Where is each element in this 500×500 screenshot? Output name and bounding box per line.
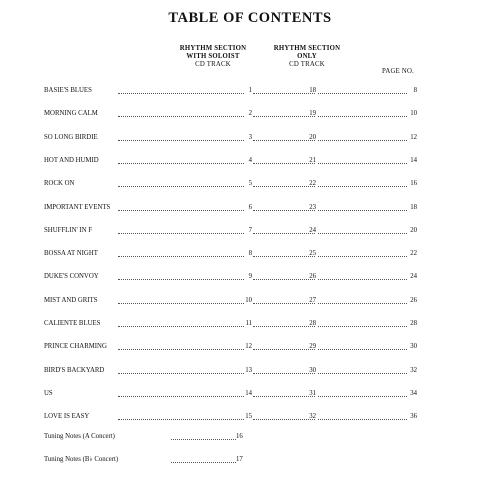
page-number: 16	[410, 180, 417, 188]
soloist-track-number: 3	[248, 133, 252, 141]
toc-entry-row	[0, 178, 500, 190]
page-number: 28	[410, 320, 417, 327]
toc-entry-title: MIST AND GRITS	[44, 296, 98, 304]
dot-leader	[118, 163, 244, 164]
dot-leader	[318, 186, 407, 187]
toc-entry-row	[0, 365, 500, 377]
toc-entry-title: LOVE IS EASY	[44, 413, 90, 421]
rhythm-track-number: 28	[309, 320, 316, 327]
dot-leader	[118, 349, 244, 350]
soloist-track-number: 1	[248, 87, 252, 94]
rhythm-track-number: 25	[309, 250, 316, 258]
dot-leader	[171, 462, 236, 463]
toc-entry-row	[0, 411, 500, 423]
toc-entry-title: BOSSA AT NIGHT	[44, 250, 98, 258]
column-header-rhythm-track	[262, 45, 352, 69]
soloist-track-number: 13	[245, 366, 252, 374]
dot-leader	[318, 233, 407, 234]
toc-entry-row	[0, 295, 500, 307]
dot-leader	[118, 233, 244, 234]
toc-entry-row	[0, 108, 500, 120]
dot-leader	[318, 93, 407, 94]
dot-leader	[318, 396, 407, 397]
toc-entry-row	[0, 132, 500, 144]
dot-leader	[118, 210, 244, 211]
dot-leader	[118, 186, 244, 187]
column-header-soloist-line1: RHYTHM SECTION	[179, 45, 247, 52]
column-header-soloist-track	[163, 45, 263, 69]
page-number: 26	[410, 296, 417, 304]
page-number: 12	[410, 133, 417, 141]
dot-leader	[318, 256, 407, 257]
toc-entry-title: IMPORTANT EVENTS	[44, 203, 111, 211]
soloist-track-number: 5	[248, 180, 252, 188]
page-number: 22	[410, 250, 417, 258]
soloist-track-number: 15	[245, 413, 252, 421]
page-number: 30	[410, 343, 417, 351]
rhythm-track-number: 22	[309, 180, 316, 188]
page-number: 24	[410, 273, 417, 281]
toc-entry-row	[0, 271, 500, 283]
soloist-track-number: 8	[248, 250, 252, 258]
toc-entry-row	[0, 225, 500, 237]
rhythm-track-number: 26	[309, 273, 316, 281]
soloist-track-number: 6	[248, 203, 252, 211]
rhythm-track-number: 27	[309, 296, 316, 304]
page-number: 36	[410, 413, 417, 421]
toc-entry-title: SO LONG BIRDIE	[44, 133, 98, 141]
dot-leader	[318, 326, 407, 327]
dot-leader	[118, 396, 244, 397]
rhythm-track-number: 31	[309, 389, 316, 397]
dot-leader	[318, 279, 407, 280]
page-number: 20	[410, 226, 417, 234]
toc-entry-row	[0, 248, 500, 260]
tuning-note-track-number: 16	[236, 433, 243, 440]
dot-leader	[118, 303, 244, 304]
toc-entry-title: HOT AND HUMID	[44, 156, 99, 164]
rhythm-track-number: 19	[309, 110, 316, 118]
page-number: 14	[410, 156, 417, 164]
dot-leader	[118, 93, 244, 94]
tuning-note-track-number: 17	[236, 456, 243, 463]
dot-leader	[171, 439, 236, 440]
tuning-note-row	[0, 431, 500, 443]
dot-leader	[118, 373, 244, 374]
toc-entry-title: CALIENTE BLUES	[44, 320, 101, 327]
toc-entry-title: PRINCE CHARMING	[44, 343, 107, 351]
tuning-note-title: Tuning Notes (A Concert)	[44, 433, 115, 440]
toc-entry-title: US	[44, 389, 53, 397]
dot-leader	[318, 373, 407, 374]
soloist-track-number: 12	[245, 343, 252, 351]
dot-leader	[318, 349, 407, 350]
dot-leader	[318, 163, 407, 164]
toc-entry-title: BIRD'S BACKYARD	[44, 366, 105, 374]
dot-leader	[118, 140, 244, 141]
dot-leader	[118, 116, 244, 117]
dot-leader	[318, 303, 407, 304]
tuning-note-title: Tuning Notes (B♭ Concert)	[44, 456, 119, 463]
dot-leader	[118, 256, 244, 257]
toc-entry-row	[0, 318, 500, 330]
page-number: 18	[410, 203, 417, 211]
page-number: 32	[410, 366, 417, 374]
rhythm-track-number: 21	[309, 156, 316, 164]
rhythm-track-number: 29	[309, 343, 316, 351]
toc-entry-title: DUKE'S CONVOY	[44, 273, 99, 281]
toc-entry-title: SHUFFLIN' IN F	[44, 226, 93, 234]
dot-leader	[318, 140, 407, 141]
dot-leader	[118, 279, 244, 280]
column-header-rhythm-line1: RHYTHM SECTION	[273, 45, 341, 52]
rhythm-track-number: 30	[309, 366, 316, 374]
page-title: TABLE OF CONTENTS	[168, 10, 332, 26]
soloist-track-number: 2	[248, 110, 252, 118]
toc-entry-row	[0, 202, 500, 214]
column-header-soloist-line3: CD TRACK	[195, 61, 231, 68]
column-header-soloist-line2: WITH SOLOIST	[186, 53, 240, 60]
soloist-track-number: 9	[248, 273, 252, 281]
toc-entry-row	[0, 388, 500, 400]
toc-entry-row	[0, 85, 500, 97]
toc-entry-title: BASIE'S BLUES	[44, 87, 92, 94]
dot-leader	[118, 326, 244, 327]
dot-leader	[118, 419, 244, 420]
toc-entry-row	[0, 341, 500, 353]
soloist-track-number: 14	[245, 389, 252, 397]
rhythm-track-number: 23	[309, 203, 316, 211]
dot-leader	[318, 419, 407, 420]
toc-entry-title: ROCK ON	[44, 180, 75, 188]
toc-entry-row	[0, 155, 500, 167]
column-header-page-no: PAGE NO.	[382, 68, 414, 75]
dot-leader	[318, 210, 407, 211]
dot-leader	[318, 116, 407, 117]
column-header-rhythm-line2: ONLY	[297, 53, 317, 60]
toc-entry-title: MORNING CALM	[44, 110, 98, 118]
rhythm-track-number: 32	[309, 413, 316, 421]
rhythm-track-number: 24	[309, 226, 316, 234]
rhythm-track-number: 18	[309, 87, 316, 94]
soloist-track-number: 11	[245, 320, 252, 327]
page-number: 10	[410, 110, 417, 118]
soloist-track-number: 4	[248, 156, 252, 164]
tuning-note-row	[0, 454, 500, 466]
page-number: 8	[413, 87, 417, 94]
soloist-track-number: 10	[245, 296, 252, 304]
rhythm-track-number: 20	[309, 133, 316, 141]
soloist-track-number: 7	[248, 226, 252, 234]
page-number: 34	[410, 389, 417, 397]
column-header-rhythm-line3: CD TRACK	[289, 61, 325, 68]
